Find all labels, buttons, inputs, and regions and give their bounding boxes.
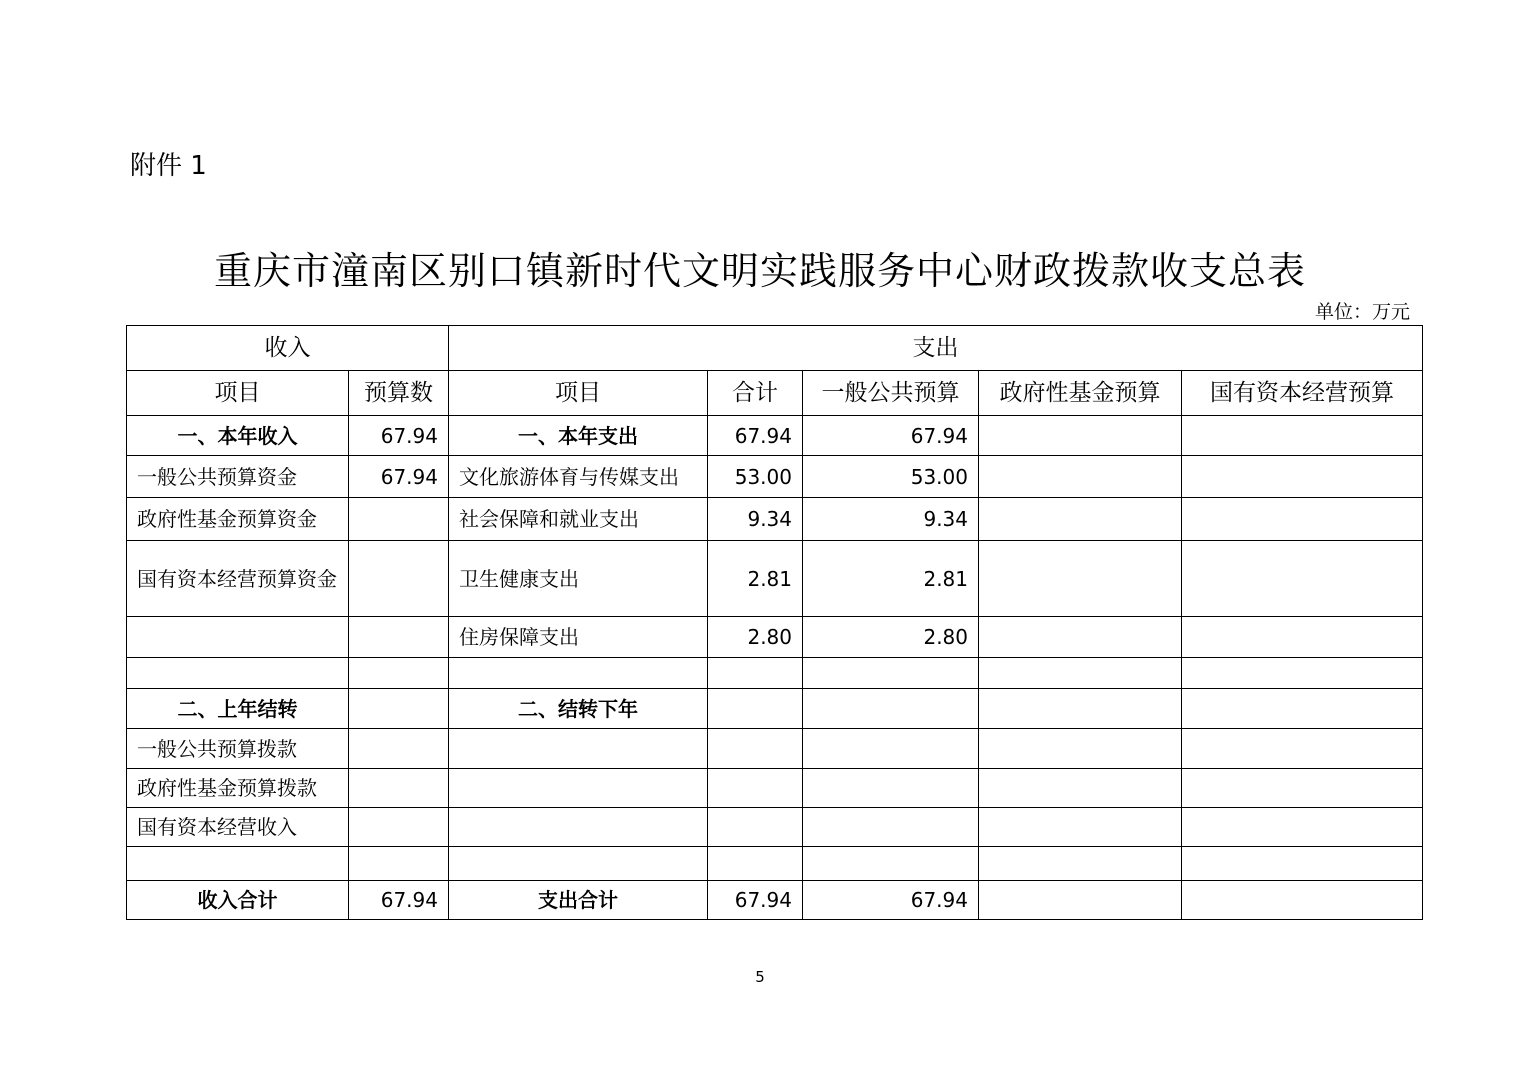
expense-general: 2.80 (803, 617, 979, 658)
page-number: 5 (755, 968, 765, 986)
expense-item (449, 808, 708, 847)
expense-item: 社会保障和就业支出 (449, 498, 708, 541)
income-item: 政府性基金预算资金 (127, 498, 349, 541)
income-item: 一般公共预算资金 (127, 456, 349, 498)
col-expense-item: 项目 (449, 371, 708, 416)
income-value (349, 808, 449, 847)
expense-item (449, 729, 708, 769)
income-item: 国有资本经营预算资金 (127, 541, 349, 617)
income-value: 67.94 (349, 456, 449, 498)
income-value: 67.94 (349, 881, 449, 920)
income-item (127, 617, 349, 658)
income-value (349, 617, 449, 658)
expense-general: 67.94 (803, 881, 979, 920)
expense-state (1182, 881, 1423, 920)
expense-general: 53.00 (803, 456, 979, 498)
income-value (349, 658, 449, 689)
expense-general: 67.94 (803, 416, 979, 456)
table-row (127, 617, 1423, 658)
expense-item: 住房保障支出 (449, 617, 708, 658)
expense-gov (979, 456, 1182, 498)
expense-header: 支出 (449, 326, 1423, 371)
expense-total: 67.94 (708, 881, 803, 920)
income-value (349, 847, 449, 881)
expense-gov (979, 769, 1182, 808)
expense-total (708, 769, 803, 808)
expense-gov (979, 729, 1182, 769)
expense-state (1182, 658, 1423, 689)
expense-general (803, 808, 979, 847)
col-gov-fund-budget: 政府性基金预算 (979, 371, 1182, 416)
col-total: 合计 (708, 371, 803, 416)
expense-total (708, 808, 803, 847)
income-value (349, 498, 449, 541)
expense-state (1182, 847, 1423, 881)
income-item (127, 658, 349, 689)
table-row (127, 658, 1423, 689)
expense-state (1182, 808, 1423, 847)
expense-gov (979, 881, 1182, 920)
expense-state (1182, 769, 1423, 808)
header-row-1 (127, 326, 1423, 371)
expense-total: 2.81 (708, 541, 803, 617)
expense-state (1182, 689, 1423, 729)
expense-gov (979, 498, 1182, 541)
expense-gov (979, 416, 1182, 456)
income-value (349, 689, 449, 729)
col-budget-count: 预算数 (349, 371, 449, 416)
expense-general (803, 729, 979, 769)
col-income-item: 项目 (127, 371, 349, 416)
expense-total: 53.00 (708, 456, 803, 498)
table-row (127, 498, 1423, 541)
table-row (127, 729, 1423, 769)
expense-total (708, 729, 803, 769)
table-row (127, 541, 1423, 617)
expense-item (449, 658, 708, 689)
expense-general (803, 658, 979, 689)
expense-gov (979, 541, 1182, 617)
expense-state (1182, 416, 1423, 456)
unit-label: 单位：万元 (1314, 301, 1410, 323)
expense-item: 文化旅游体育与传媒支出 (449, 456, 708, 498)
expense-general (803, 689, 979, 729)
income-item: 政府性基金预算拨款 (127, 769, 349, 808)
col-general-budget: 一般公共预算 (803, 371, 979, 416)
col-state-capital-budget: 国有资本经营预算 (1182, 371, 1423, 416)
income-item: 二、上年结转 (127, 689, 349, 729)
expense-state (1182, 498, 1423, 541)
expense-gov (979, 658, 1182, 689)
table-row (127, 769, 1423, 808)
expense-total (708, 689, 803, 729)
expense-item: 二、结转下年 (449, 689, 708, 729)
expense-total (708, 847, 803, 881)
expense-total: 67.94 (708, 416, 803, 456)
header-row-2 (127, 371, 1423, 416)
table-row (127, 881, 1423, 920)
income-value (349, 541, 449, 617)
expense-item (449, 769, 708, 808)
expense-item: 支出合计 (449, 881, 708, 920)
expense-general: 2.81 (803, 541, 979, 617)
expense-general (803, 769, 979, 808)
expense-total: 2.80 (708, 617, 803, 658)
expense-total: 9.34 (708, 498, 803, 541)
page-title: 重庆市潼南区别口镇新时代文明实践服务中心财政拨款收支总表 (213, 249, 1306, 293)
expense-general: 9.34 (803, 498, 979, 541)
income-header: 收入 (127, 326, 449, 371)
income-value (349, 769, 449, 808)
expense-item: 一、本年支出 (449, 416, 708, 456)
income-value (349, 729, 449, 769)
expense-item (449, 847, 708, 881)
expense-state (1182, 541, 1423, 617)
expense-general (803, 847, 979, 881)
table-row (127, 808, 1423, 847)
expense-gov (979, 689, 1182, 729)
income-value: 67.94 (349, 416, 449, 456)
expense-state (1182, 456, 1423, 498)
table-row (127, 456, 1423, 498)
income-item: 一般公共预算拨款 (127, 729, 349, 769)
expense-state (1182, 617, 1423, 658)
table-row (127, 416, 1423, 456)
income-item (127, 847, 349, 881)
income-item: 一、本年收入 (127, 416, 349, 456)
income-item: 收入合计 (127, 881, 349, 920)
expense-item: 卫生健康支出 (449, 541, 708, 617)
expense-total (708, 658, 803, 689)
expense-state (1182, 729, 1423, 769)
expense-gov (979, 808, 1182, 847)
attachment-label: 附件 1 (130, 151, 207, 181)
table-row (127, 847, 1423, 881)
table-row (127, 689, 1423, 729)
budget-table (126, 325, 1423, 920)
income-item: 国有资本经营收入 (127, 808, 349, 847)
expense-gov (979, 847, 1182, 881)
expense-gov (979, 617, 1182, 658)
